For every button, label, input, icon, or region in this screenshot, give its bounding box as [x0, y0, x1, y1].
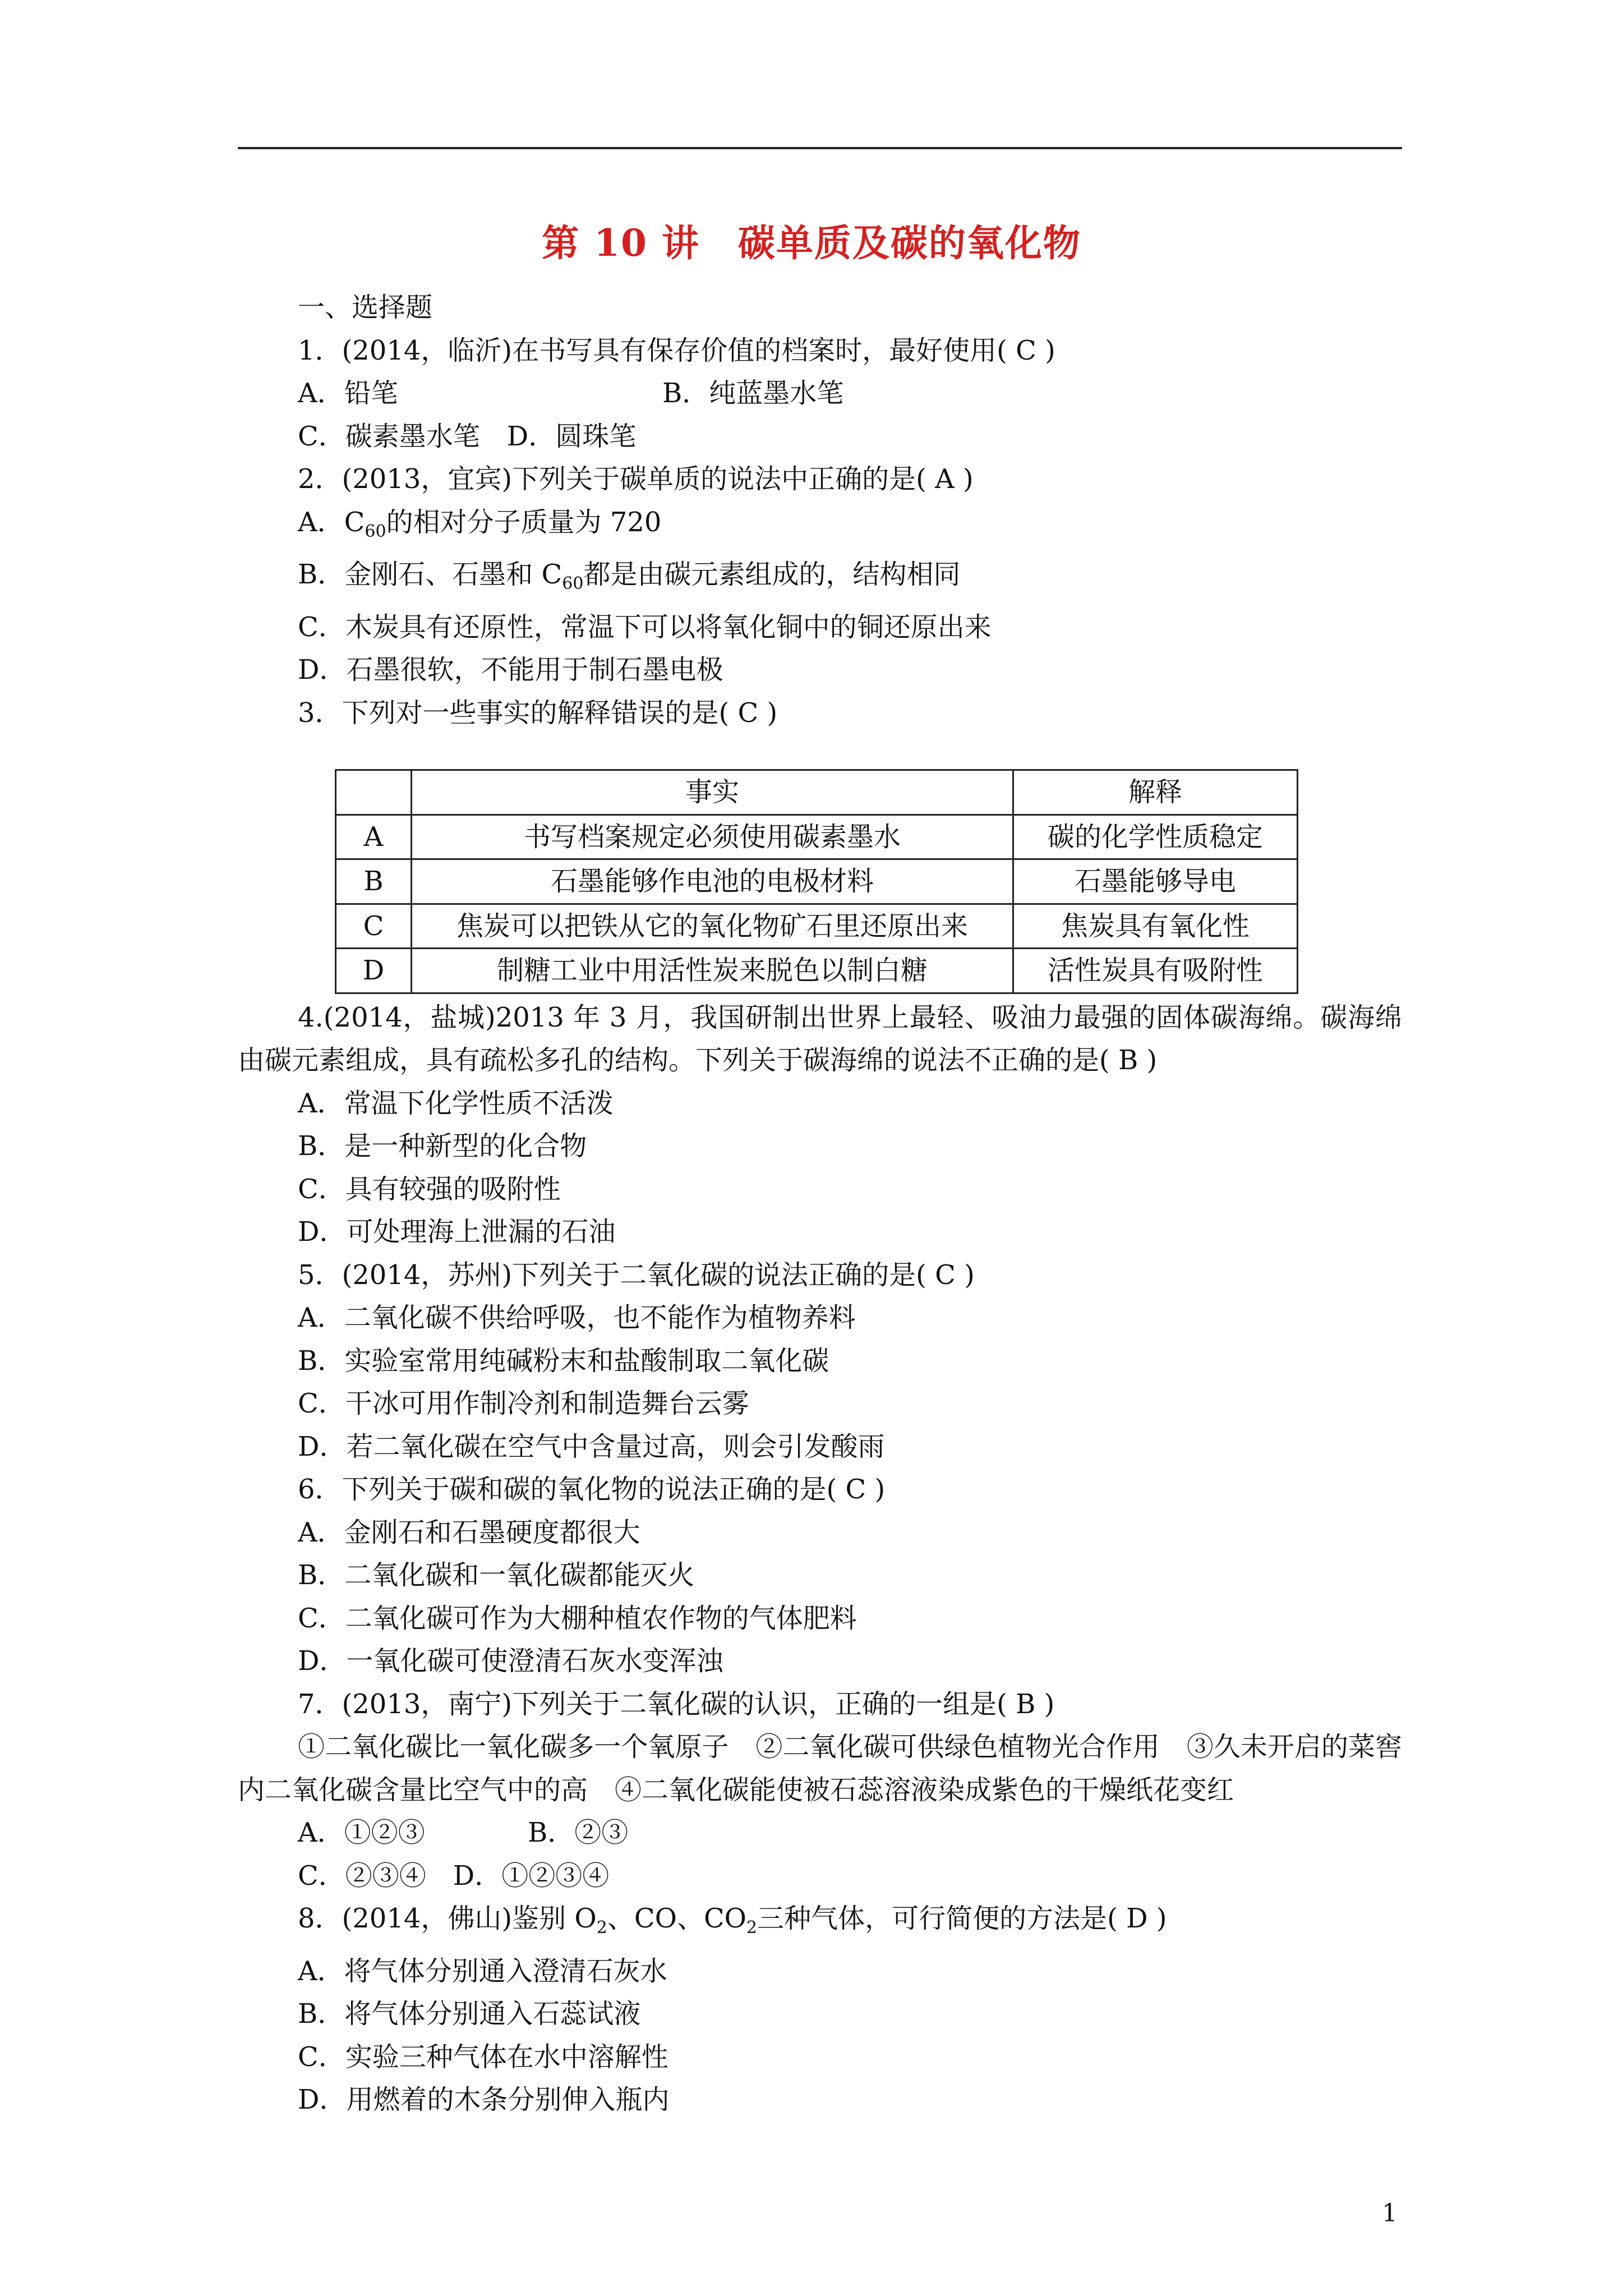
table-row — [336, 815, 1298, 859]
option-text: 都是由碳元素组成的，结构相同 — [583, 559, 961, 590]
table-cell: A — [336, 815, 412, 859]
table-cell: 焦炭具有氧化性 — [1013, 904, 1298, 949]
question-4-stem: 4.(2014，盐城)2013 年 3 月，我国研制出世界上最轻、吸油力最强的固体碳海绵。碳海绵由碳元素组成，具有疏松多孔的结构。下列关于碳海绵的说法不正确的是( B ) — [238, 1001, 1402, 1076]
question-2-option-d: D．石墨很软，不能用于制石墨电极 — [298, 654, 723, 685]
table-cell: 活性炭具有吸附性 — [1013, 949, 1298, 993]
question-5-option-d: D．若二氧化碳在空气中含量过高，则会引发酸雨 — [298, 1430, 885, 1462]
table-cell: D — [336, 949, 412, 993]
table-cell: C — [336, 904, 412, 949]
question-2-option-c: C．木炭具有还原性，常温下可以将氧化铜中的铜还原出来 — [298, 611, 992, 643]
option-text: 的相对分子质量为 720 — [386, 506, 662, 538]
subscript: 60 — [562, 574, 584, 593]
question-6-option-b: B．二氧化碳和一氧化碳都能灭火 — [298, 1559, 695, 1591]
question-2-option-a — [238, 501, 1402, 554]
stem-text: 、CO、CO — [607, 1903, 747, 1934]
question-7-statements: ①二氧化碳比一氧化碳多一个氧原子 ②二氧化碳可供绿色植物光合作用 ③久未开启的菜窖内二氧化碳含量比空气中的高 ④二氧化碳能使被石蕊溶液染成紫色的干燥纸花变红 — [238, 1731, 1402, 1806]
question-8-option-c: C．实验三种气体在水中溶解性 — [298, 2041, 668, 2073]
page-number: 1 — [1382, 2199, 1398, 2228]
question-1-options-ab — [238, 372, 1402, 415]
stem-text: 8．(2014，佛山)鉴别 O — [298, 1903, 597, 1934]
table-header-row — [336, 770, 1298, 815]
stem-text: 三种气体，可行简便的方法是( D ) — [757, 1903, 1167, 1934]
subscript: 2 — [746, 1918, 758, 1938]
option-b: B．纯蓝墨水笔 — [662, 378, 844, 409]
question-5-stem: 5．(2014，苏州)下列关于二氧化碳的说法正确的是( C ) — [298, 1259, 975, 1291]
question-5-option-c: C．干冰可用作制冷剂和制造舞台云雾 — [298, 1388, 749, 1419]
question-2-option-b — [238, 553, 1402, 606]
table-header-cell: 事实 — [412, 770, 1013, 815]
question-7-options-ab — [238, 1811, 1402, 1855]
table-header-cell — [336, 770, 412, 815]
question-4-option-d: D．可处理海上泄漏的石油 — [298, 1216, 616, 1248]
question-5-option-b: B．实验室常用纯碱粉末和盐酸制取二氧化碳 — [298, 1345, 829, 1377]
page-title: 第 10 讲 碳单质及碳的氧化物 — [542, 221, 1081, 265]
table-cell: B — [336, 859, 412, 904]
section-heading: 一、选择题 — [298, 292, 433, 323]
question-1-options-cd: C．碳素墨水笔 D．圆珠笔 — [298, 420, 637, 452]
subscript: 2 — [596, 1918, 607, 1938]
table-cell: 石墨能够作电池的电极材料 — [412, 859, 1013, 904]
question-7-options-cd: C．②③④ D．①②③④ — [298, 1860, 610, 1892]
table-cell: 石墨能够导电 — [1013, 859, 1298, 904]
header-rule — [238, 147, 1402, 149]
option-text: B．金刚石、石墨和 C — [298, 559, 562, 590]
option-text: A．C — [298, 506, 365, 538]
question-4-option-b: B．是一种新型的化合物 — [298, 1130, 587, 1162]
table-row — [336, 904, 1298, 949]
question-4-option-c: C．具有较强的吸附性 — [298, 1173, 561, 1205]
table-row — [336, 859, 1298, 904]
table-cell: 焦炭可以把铁从它的氧化物矿石里还原出来 — [412, 904, 1013, 949]
table-cell: 碳的化学性质稳定 — [1013, 815, 1298, 859]
question-3-stem: 3．下列对一些事实的解释错误的是( C ) — [298, 697, 778, 729]
question-8-stem — [238, 1897, 1402, 1950]
table-cell: 制糖工业中用活性炭来脱色以制白糖 — [412, 949, 1013, 993]
question-4-option-a: A．常温下化学性质不活泼 — [298, 1087, 614, 1119]
option-a: A．①②③ — [298, 1817, 425, 1848]
question-6-option-a: A．金刚石和石墨硬度都很大 — [298, 1516, 640, 1548]
option-a: A．铅笔 — [298, 378, 398, 409]
subscript: 60 — [365, 521, 386, 541]
question-8-option-b: B．将气体分别通入石蕊试液 — [298, 1998, 641, 2030]
table-row — [336, 949, 1298, 993]
document-body — [238, 286, 1402, 2122]
question-8-option-a: A．将气体分别通入澄清石灰水 — [298, 1955, 667, 1987]
question-5-option-a: A．二氧化碳不供给呼吸，也不能作为植物养料 — [298, 1302, 856, 1333]
table-header-cell: 解释 — [1013, 770, 1298, 815]
table-cell: 书写档案规定必须使用碳素墨水 — [412, 815, 1013, 859]
facts-table — [335, 769, 1298, 994]
question-6-option-c: C．二氧化碳可作为大棚种植农作物的气体肥料 — [298, 1602, 857, 1634]
question-6-option-d: D．一氧化碳可使澄清石灰水变浑浊 — [298, 1645, 723, 1677]
question-7-stem: 7．(2013，南宁)下列关于二氧化碳的认识，正确的一组是( B ) — [298, 1688, 1055, 1720]
question-1-stem: 1．(2014，临沂)在书写具有保存价值的档案时，最好使用( C ) — [298, 334, 1055, 366]
question-2-stem: 2．(2013，宜宾)下列关于碳单质的说法中正确的是( A ) — [298, 463, 974, 495]
question-6-stem: 6．下列关于碳和碳的氧化物的说法正确的是( C ) — [298, 1474, 886, 1505]
option-b: B．②③ — [528, 1817, 629, 1848]
question-8-option-d: D．用燃着的木条分别伸入瓶内 — [298, 2084, 670, 2115]
